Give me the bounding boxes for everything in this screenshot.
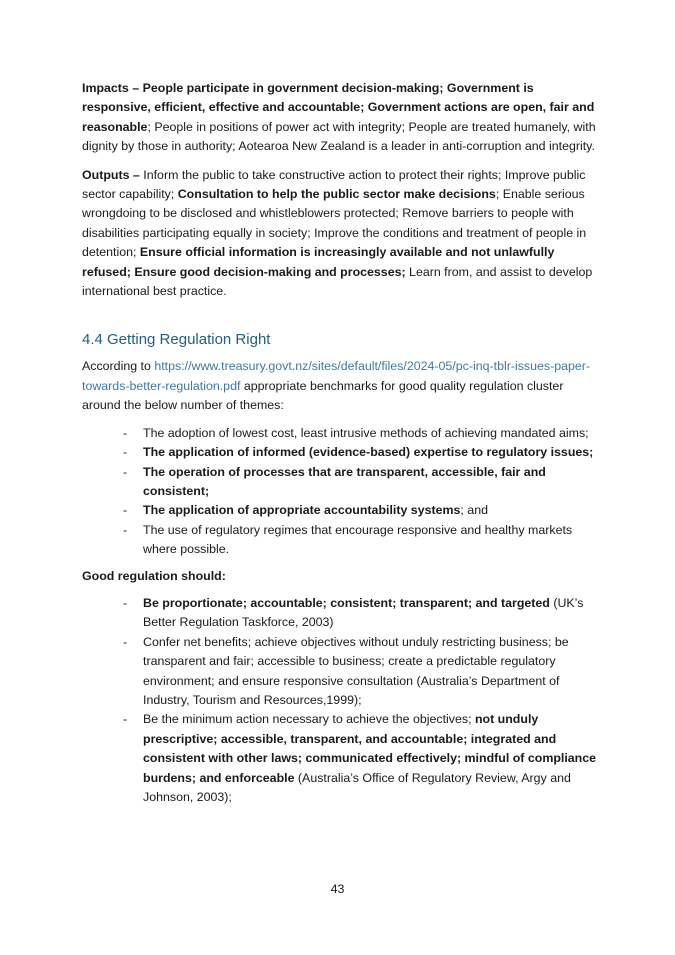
theme-text: The adoption of lowest cost, least intrusive methods of achieving mandated aims;	[143, 425, 589, 440]
dash-bullet: -	[123, 445, 128, 460]
document-page	[82, 79, 602, 814]
item-post: (Australia’s Office of Regulatory Review, Argy and Johnson, 2003);	[143, 770, 571, 804]
list-item	[123, 633, 602, 711]
dash-bullet: -	[123, 464, 128, 479]
list-item	[123, 501, 602, 520]
theme-bold: The application of informed (evidence-based) expertise to regulatory issues;	[143, 445, 594, 460]
dash-bullet: -	[123, 595, 128, 610]
treasury-link[interactable]: https://www.treasury.govt.nz/sites/default/files/2024-05/pc-inq-tblr-issues-paper-towards-better-regulation.pdf	[82, 359, 591, 393]
dash-bullet: -	[123, 522, 128, 537]
outputs-bold-1: Consultation to help the public sector make decisions	[177, 187, 496, 202]
item-bold: not unduly prescriptive; accessible, transparent, and accountable; integrated and consistent with other laws; communicated effectively; mindful of compliance burdens; and enforceable	[143, 712, 597, 785]
intro-suffix: appropriate benchmarks for good quality regulation cluster around the below number of themes:	[82, 378, 564, 413]
list-item	[123, 521, 602, 560]
section-intro	[82, 357, 602, 415]
item-pre: Be the minimum action necessary to achieve the objectives;	[143, 712, 475, 727]
list-item	[123, 443, 602, 462]
theme-text: The use of regulatory regimes that encourage responsive and healthy markets where possible.	[143, 522, 573, 557]
list-item	[123, 463, 602, 502]
theme-bold: The application of appropriate accountability systems	[143, 503, 461, 518]
dash-bullet: -	[123, 712, 128, 727]
impacts-bold-text: Impacts – People participate in government decision-making; Government is responsive, efficient, effective and accountable; Government actions are open, fair and reasonable	[82, 81, 595, 134]
outputs-text-1: Inform the public to take constructive action to protect their rights; Improve public sector capability;	[82, 167, 586, 202]
outputs-bold-2: Ensure official information is increasingly available and not unlawfully refused; Ensure good decision-making and processes;	[82, 245, 555, 279]
impacts-text: ; People in positions of power act with integrity; People are treated humanely, with dignity by those in authority; Aotearoa New Zealand is a leader in anti-corruption and integrity.	[82, 119, 596, 154]
theme-text: ; and	[460, 503, 488, 518]
dash-bullet: -	[123, 634, 128, 649]
intro-prefix: According to	[82, 359, 155, 374]
item-post: (UK’s Better Regulation Taskforce, 2003)	[143, 595, 584, 630]
item-pre: Confer net benefits; achieve objectives without unduly restricting business; be transparent and fair; accessible to business; create a predictable regulatory environment; and ensure responsive consultation (Australia’s Department of Industry, Tourism and Resources,1999);	[143, 634, 569, 707]
item-bold: Be proportionate; accountable; consistent; transparent; and targeted	[143, 595, 550, 610]
list-item	[123, 594, 602, 633]
list-item	[123, 710, 602, 807]
dash-bullet: -	[123, 425, 128, 440]
dash-bullet: -	[123, 503, 128, 518]
outputs-label: Outputs –	[82, 167, 140, 182]
theme-bold: The operation of processes that are transparent, accessible, fair and consistent;	[143, 464, 546, 498]
themes-list	[82, 424, 602, 560]
list-item	[123, 424, 602, 443]
good-regulation-heading	[82, 567, 602, 586]
outputs-text-2: ; Enable serious wrongdoing to be disclosed and whistleblowers protected; Remove barriers to people with disabilities participating equally in society; Improve the conditions and treatment of people in detention;	[82, 187, 587, 260]
section-heading: 4.4 Getting Regulation Right	[82, 331, 271, 349]
page-number: 43	[330, 882, 345, 896]
outputs-paragraph	[82, 166, 602, 302]
impacts-paragraph	[82, 79, 602, 157]
outputs-text-3: Learn from, and assist to develop international best practice.	[82, 264, 593, 299]
good-regulation-heading-text: Good regulation should:	[82, 568, 226, 583]
good-regulation-list	[82, 594, 602, 807]
